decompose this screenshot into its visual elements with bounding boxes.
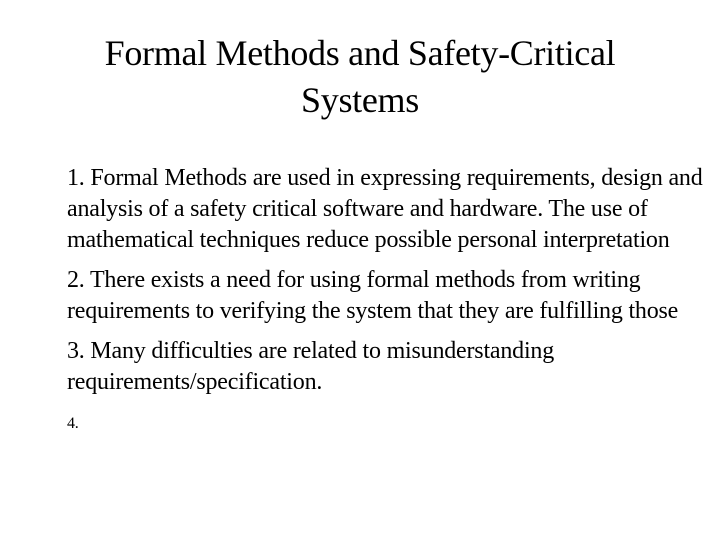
bullet-item-4: 4. [67,415,79,432]
slide-title-line-1: Formal Methods and Safety-Critical [104,33,616,73]
slide-title [40,30,680,124]
bullet-item-2: 2. There exists a need for using formal methods from writing requirements to verifying the system that they are fulfilling those [67,267,679,324]
bullet-item-3: 3. Many difficulties are related to misunderstanding requirements/specification. [67,338,555,395]
slide-title-line-2: Systems [301,80,419,120]
bullet-list [67,163,707,443]
bullet-item-1: 1. Formal Methods are used in expressing requirements, design and analysis of a safety critical software and hardware. The use of mathematical techniques reduce possible personal interpretation [67,165,703,253]
